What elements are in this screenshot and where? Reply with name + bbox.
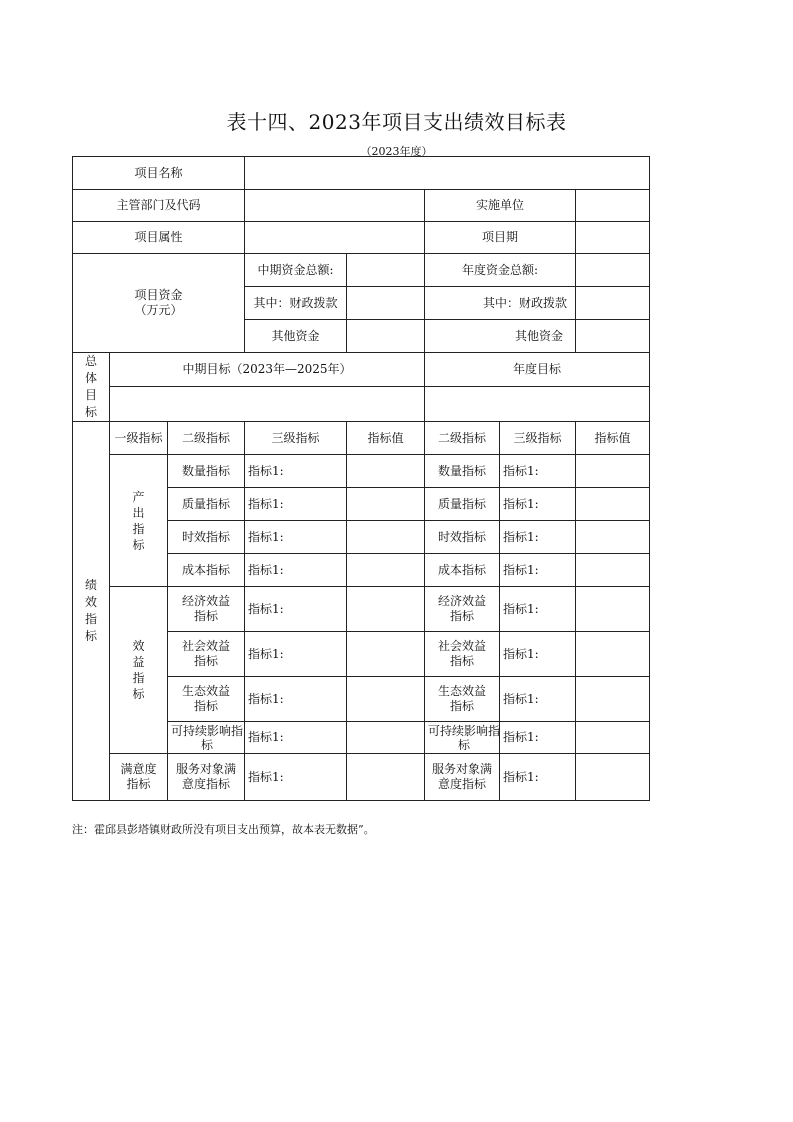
project-name-value <box>245 157 650 190</box>
performance-indicator-label <box>73 422 110 801</box>
benefit-item-1-text: 经济效益指标 <box>182 594 231 623</box>
annual-goal-header: 年度目标 <box>425 353 650 387</box>
other-annual-label: 其他资金 <box>425 320 576 353</box>
annual-total-label: 年度资金总额: <box>425 254 576 287</box>
output-item-2-b-l3: 指标1: <box>500 488 576 521</box>
satisfaction-b-value <box>576 754 650 801</box>
benefit-item-4-text: 可持续影响指标 <box>171 723 244 752</box>
output-indicator-label <box>110 455 168 587</box>
benefit-item-4-b <box>425 722 500 754</box>
benefit-item-4-l3: 指标1: <box>245 722 347 754</box>
other-mid-value <box>347 320 425 353</box>
benefit-item-3-b-text: 生态效益指标 <box>438 684 487 713</box>
overall-goal-row-1 <box>73 353 650 387</box>
other-annual-value <box>576 320 650 353</box>
dept-code-value <box>245 190 425 222</box>
fiscal-mid-label: 其中：财政拨款 <box>245 287 347 320</box>
benefit-item-3-l3: 指标1: <box>245 677 347 722</box>
benefit-item-2-text: 社会效益指标 <box>182 639 231 668</box>
output-item-4-value <box>347 554 425 587</box>
satisfaction-item-text: 服务对象满意度指标 <box>176 762 237 791</box>
output-item-1-value <box>347 455 425 488</box>
project-name-label: 项目名称 <box>73 157 245 190</box>
output-item-2-l3: 指标1: <box>245 488 347 521</box>
benefit-item-2-l3: 指标1: <box>245 632 347 677</box>
benefit-item-3-b <box>425 677 500 722</box>
output-item-4-b: 成本指标 <box>425 554 500 587</box>
fiscal-annual-value <box>576 287 650 320</box>
satisfaction-value <box>347 754 425 801</box>
output-item-2-b-value <box>576 488 650 521</box>
annual-total-value <box>576 254 650 287</box>
mid-total-value <box>347 254 425 287</box>
output-row-1 <box>73 455 650 488</box>
header-value-b: 指标值 <box>576 422 650 455</box>
benefit-indicator-label-text: 效益指标 <box>132 639 145 701</box>
project-period-label: 项目期 <box>425 222 576 254</box>
output-item-3-b-l3: 指标1: <box>500 521 576 554</box>
mid-goal-header: 中期目标（2023年—2025年） <box>110 353 425 387</box>
funds-row-1 <box>73 254 650 287</box>
fiscal-mid-value <box>347 287 425 320</box>
output-item-1-b: 数量指标 <box>425 455 500 488</box>
benefit-item-4 <box>168 722 245 754</box>
benefit-item-1-l3: 指标1: <box>245 587 347 632</box>
output-item-3-b-value <box>576 521 650 554</box>
satisfaction-b-l3: 指标1: <box>500 754 576 801</box>
output-item-1-b-value <box>576 455 650 488</box>
benefit-item-2-b-text: 社会效益指标 <box>438 639 487 668</box>
benefit-item-2 <box>168 632 245 677</box>
output-item-4-b-value <box>576 554 650 587</box>
benefit-row-1 <box>73 587 650 632</box>
impl-unit-value <box>576 190 650 222</box>
benefit-item-1 <box>168 587 245 632</box>
dept-code-label: 主管部门及代码 <box>73 190 245 222</box>
funds-label <box>73 254 245 353</box>
satisfaction-l3: 指标1: <box>245 754 347 801</box>
overall-goal-label <box>73 353 110 422</box>
satisfaction-label-text: 满意度指标 <box>120 762 157 791</box>
benefit-item-3-b-l3: 指标1: <box>500 677 576 722</box>
funds-title: 项目资金 <box>134 288 183 302</box>
header-level2: 二级指标 <box>168 422 245 455</box>
benefit-item-3-text: 生态效益指标 <box>182 684 231 713</box>
output-item-2: 质量指标 <box>168 488 245 521</box>
output-item-3-value <box>347 521 425 554</box>
header-value: 指标值 <box>347 422 425 455</box>
annual-goal-value <box>425 386 650 421</box>
benefit-item-4-b-text: 可持续影响指标 <box>428 723 501 752</box>
overall-goal-row-2 <box>73 386 650 421</box>
benefit-item-3 <box>168 677 245 722</box>
header-level3: 三级指标 <box>245 422 347 455</box>
benefit-item-2-b <box>425 632 500 677</box>
dept-row <box>73 190 650 222</box>
output-indicator-label-text: 产出指标 <box>132 489 145 552</box>
funds-unit: （万元） <box>134 303 183 317</box>
performance-indicator-label-text: 绩效指标 <box>85 578 98 643</box>
benefit-item-2-b-l3: 指标1: <box>500 632 576 677</box>
benefit-item-4-b-value <box>576 722 650 754</box>
output-item-4-l3: 指标1: <box>245 554 347 587</box>
output-item-1: 数量指标 <box>168 455 245 488</box>
fiscal-annual-label: 其中：财政拨款 <box>425 287 576 320</box>
year-note: （2023年度） <box>360 145 433 158</box>
benefit-item-1-b-l3: 指标1: <box>500 587 576 632</box>
output-item-2-b: 质量指标 <box>425 488 500 521</box>
performance-table <box>72 156 650 801</box>
other-mid-label: 其他资金 <box>245 320 347 353</box>
benefit-item-4-b-l3: 指标1: <box>500 722 576 754</box>
output-item-4: 成本指标 <box>168 554 245 587</box>
attr-row <box>73 222 650 254</box>
satisfaction-item <box>168 754 245 801</box>
page-title: 表十四、2023年项目支出绩效目标表 <box>226 110 567 134</box>
output-item-3-b: 时效指标 <box>425 521 500 554</box>
benefit-item-1-b-text: 经济效益指标 <box>438 594 487 623</box>
header-level1: 一级指标 <box>110 422 168 455</box>
mid-goal-value <box>110 386 425 421</box>
header-level3-b: 三级指标 <box>500 422 576 455</box>
benefit-item-1-b <box>425 587 500 632</box>
satisfaction-label <box>110 754 168 801</box>
output-item-1-b-l3: 指标1: <box>500 455 576 488</box>
header-level2-b: 二级指标 <box>425 422 500 455</box>
benefit-item-1-value <box>347 587 425 632</box>
benefit-item-2-value <box>347 632 425 677</box>
project-period-value <box>576 222 650 254</box>
benefit-item-3-value <box>347 677 425 722</box>
benefit-item-4-value <box>347 722 425 754</box>
output-item-3-l3: 指标1: <box>245 521 347 554</box>
satisfaction-item-b-text: 服务对象满意度指标 <box>432 762 493 791</box>
project-attr-label: 项目属性 <box>73 222 245 254</box>
indicator-header-row <box>73 422 650 455</box>
output-item-4-b-l3: 指标1: <box>500 554 576 587</box>
impl-unit-label: 实施单位 <box>425 190 576 222</box>
benefit-item-1-b-value <box>576 587 650 632</box>
satisfaction-item-b <box>425 754 500 801</box>
output-item-1-l3: 指标1: <box>245 455 347 488</box>
project-name-row <box>73 157 650 190</box>
mid-total-label: 中期资金总额: <box>245 254 347 287</box>
benefit-item-3-b-value <box>576 677 650 722</box>
project-attr-value <box>245 222 425 254</box>
output-item-3: 时效指标 <box>168 521 245 554</box>
satisfaction-row <box>73 754 650 801</box>
overall-goal-label-text: 总体目标 <box>85 354 98 419</box>
benefit-item-2-b-value <box>576 632 650 677</box>
output-item-2-value <box>347 488 425 521</box>
benefit-indicator-label <box>110 587 168 754</box>
footnote: 注：霍邱县彭塔镇财政所没有项目支出预算，故本表无数据”。 <box>72 823 375 836</box>
